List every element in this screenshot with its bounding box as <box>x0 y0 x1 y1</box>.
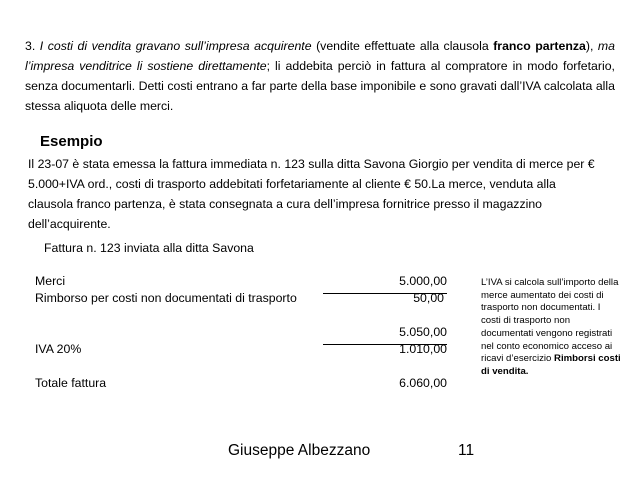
point3-italic-2: ma l’impresa venditrice li sostiene direttamente <box>25 39 615 73</box>
total-rule <box>323 344 447 345</box>
invoice-row-amount: 50,00 <box>413 291 444 305</box>
invoice-row-amount: 5.000,00 <box>399 274 447 288</box>
invoice-title: Fattura n. 123 inviata alla ditta Savona <box>44 241 254 255</box>
example-line: clausola franco partenza, è stata consegnata a cura dell’impresa fornitrice presso il magazzino <box>28 197 543 211</box>
invoice-row-label: Rimborso per costi non documentati di trasporto <box>35 291 297 305</box>
page-number: 11 <box>458 442 475 459</box>
invoice-row-merci <box>35 274 447 292</box>
invoice-row-label: IVA 20% <box>35 342 82 356</box>
point3-paragraph <box>25 36 615 116</box>
side-note-text: L’IVA si calcola sull’importo della merce aumentato dei costi di trasporto non documentati. I costi di trasporto non documentati vengono registrati nel conto economico acceso ai ricavi d’esercizio <box>481 277 619 365</box>
invoice-row-amount: 6.060,00 <box>399 376 447 390</box>
point3-text-2: ), <box>585 39 598 53</box>
invoice-row-label: Totale fattura <box>35 376 107 390</box>
example-line: 5.000+IVA ord., costi di trasporto addebitati forfetariamente al cliente € 50.La merce, venduta alla <box>28 177 556 191</box>
invoice-row-label: Merci <box>35 274 66 288</box>
subtotal-rule <box>323 293 447 294</box>
invoice-row-total <box>35 376 447 394</box>
point3-number: 3. <box>25 39 40 53</box>
example-line: Il 23-07 è stata emessa la fattura immediata n. 123 sulla ditta Savona Giorgio per vendita di merce per € <box>28 157 595 171</box>
point3-text-1: (vendite effettuate alla clausola <box>311 39 494 53</box>
example-heading: Esempio <box>40 133 103 150</box>
invoice-row-amount: 5.050,00 <box>399 325 447 339</box>
example-line: dell’acquirente. <box>28 217 111 231</box>
point3-bold-franco-partenza: franco partenza <box>493 39 586 53</box>
example-paragraph <box>28 154 612 234</box>
side-note <box>481 277 621 379</box>
invoice-row-amount: 1.010,00 <box>399 342 447 356</box>
invoice-row-subtotal <box>35 325 447 343</box>
point3-italic-1: I costi di vendita gravano sull’impresa acquirente <box>39 39 312 53</box>
side-note-bold: Rimborsi costi di vendita. <box>481 353 621 377</box>
footer-author: Giuseppe Albezzano <box>228 442 371 459</box>
point3-text-3: ; li addebita perciò in fattura al compratore in modo forfetario, senza documentarli. Detti costi entrano a far parte della base imponibile e sono gravati dall’IVA calcolata alla stessa aliquota delle merci. <box>25 59 615 113</box>
